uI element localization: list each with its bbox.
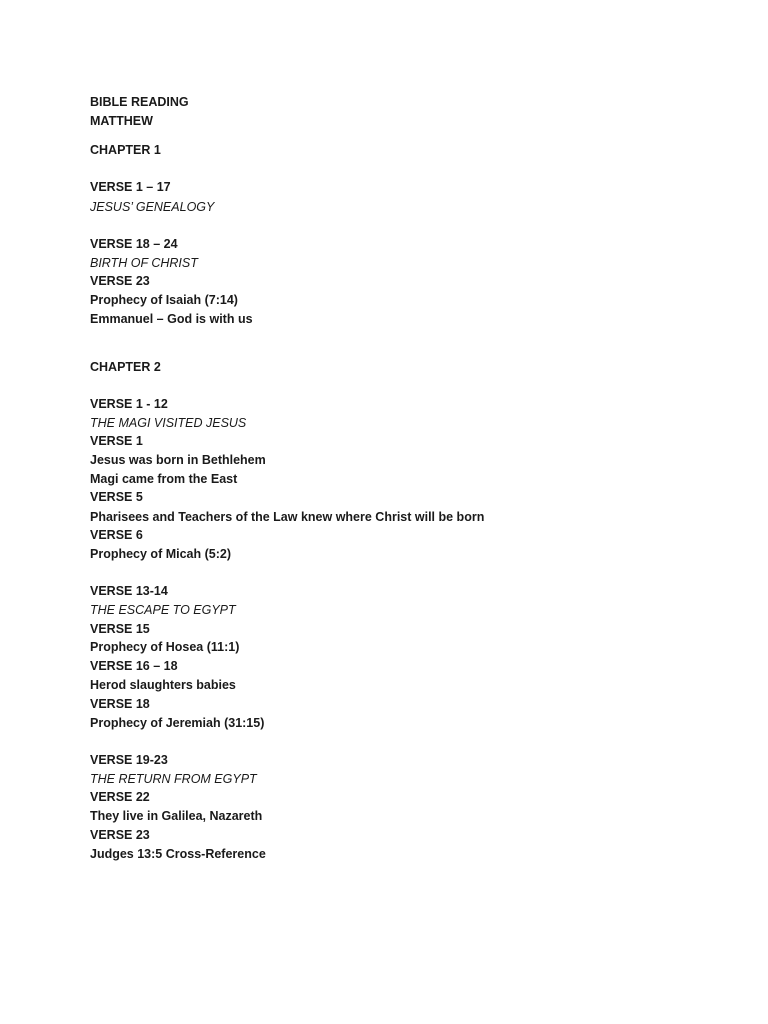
verse-label: VERSE 15 — [90, 622, 150, 636]
verse-label: VERSE 16 – 18 — [90, 659, 178, 673]
verse-label: VERSE 18 — [90, 697, 150, 711]
verse-range: VERSE 13-14 — [90, 584, 168, 598]
verse-note: Prophecy of Jeremiah (31:15) — [90, 716, 265, 730]
verse-note: They live in Galilea, Nazareth — [90, 809, 263, 823]
verse-note: Magi came from the East — [90, 472, 238, 486]
chapter-heading: CHAPTER 1 — [90, 143, 161, 157]
book-name: MATTHEW — [90, 114, 153, 128]
verse-label: VERSE 23 — [90, 828, 150, 842]
verse-note: Prophecy of Micah (5:2) — [90, 547, 231, 561]
verse-label: VERSE 23 — [90, 274, 150, 288]
verse-label: VERSE 22 — [90, 790, 150, 804]
section-subtitle: BIRTH OF CHRIST — [90, 256, 198, 270]
document-page — [90, 0, 730, 1024]
chapter-heading: CHAPTER 2 — [90, 360, 161, 374]
section-subtitle: THE ESCAPE TO EGYPT — [90, 603, 236, 617]
verse-note: Herod slaughters babies — [90, 678, 236, 692]
document-title: BIBLE READING — [90, 95, 189, 109]
verse-range: VERSE 1 – 17 — [90, 180, 171, 194]
verse-note: Prophecy of Isaiah (7:14) — [90, 293, 238, 307]
verse-label: VERSE 6 — [90, 528, 143, 542]
section-subtitle: JESUS’ GENEALOGY — [90, 200, 215, 214]
verse-note: Jesus was born in Bethlehem — [90, 453, 266, 467]
verse-label: VERSE 5 — [90, 490, 143, 504]
verse-note: Prophecy of Hosea (11:1) — [90, 640, 240, 654]
verse-note: Judges 13:5 Cross-Reference — [90, 847, 266, 861]
section-subtitle: THE RETURN FROM EGYPT — [90, 772, 257, 786]
verse-range: VERSE 18 – 24 — [90, 237, 178, 251]
verse-note: Emmanuel – God is with us — [90, 312, 253, 326]
verse-range: VERSE 1 - 12 — [90, 397, 168, 411]
verse-note: Pharisees and Teachers of the Law knew where Christ will be born — [90, 510, 485, 524]
verse-label: VERSE 1 — [90, 434, 143, 448]
section-subtitle: THE MAGI VISITED JESUS — [90, 416, 247, 430]
verse-range: VERSE 19-23 — [90, 753, 168, 767]
